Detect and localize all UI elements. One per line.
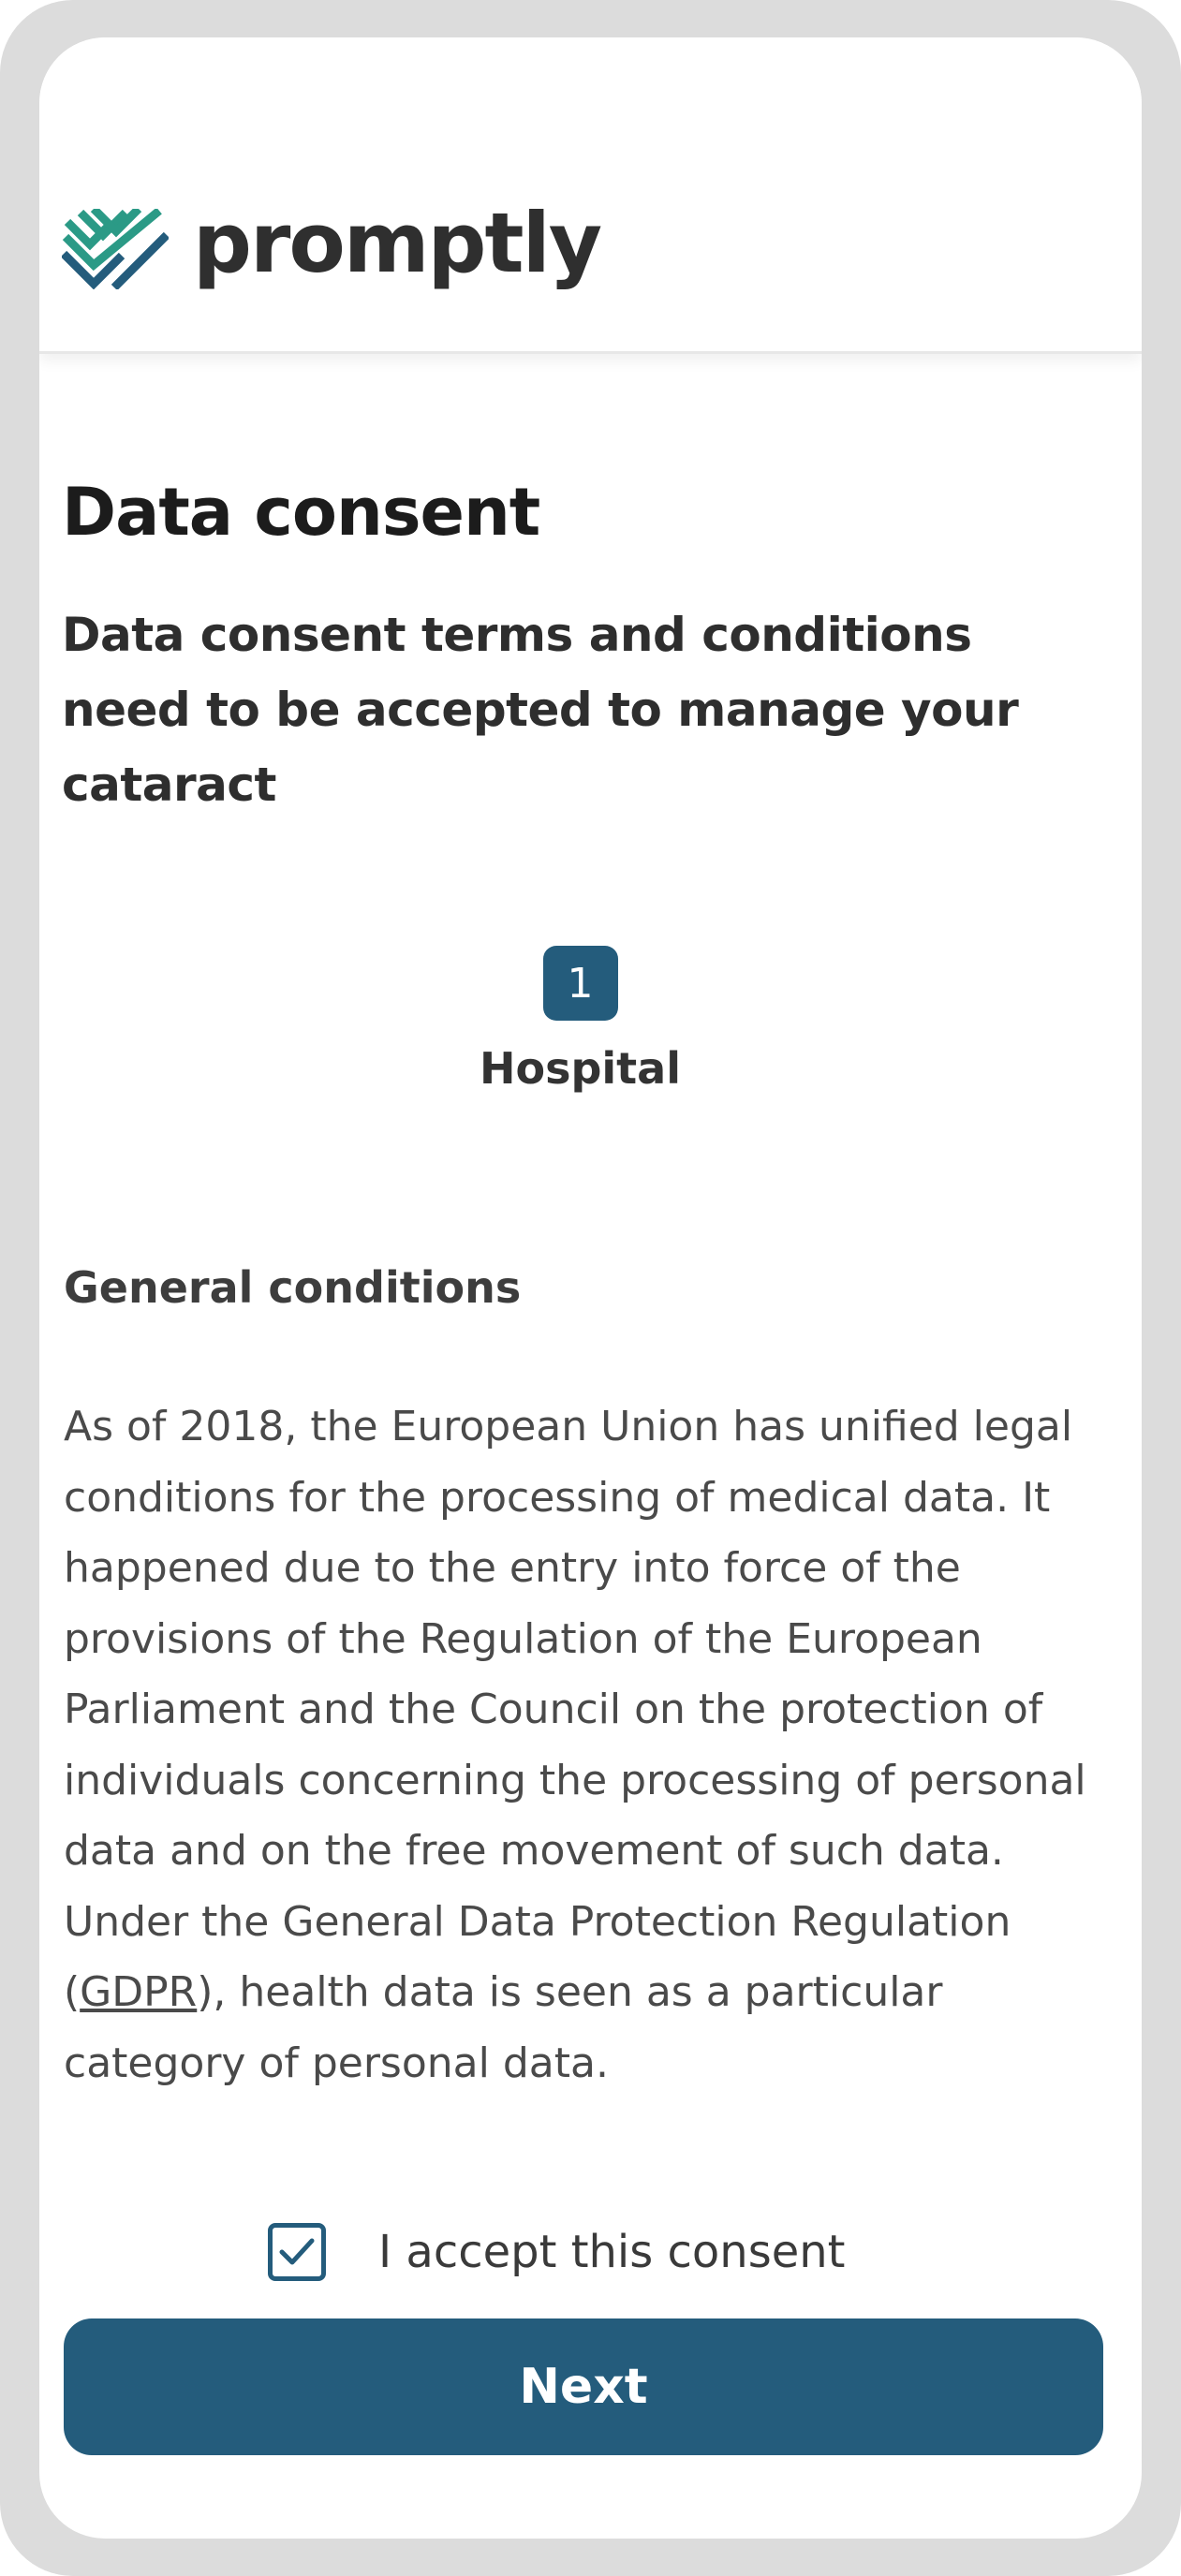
page-subtitle: Data consent terms and conditions need to be accepted to manage your cataract — [62, 608, 1019, 812]
checkmark-icon — [278, 2236, 316, 2268]
page-title: Data consent — [62, 474, 540, 551]
step-number-badge: 1 — [543, 946, 618, 1021]
app-header — [39, 37, 1142, 354]
brand-logo[interactable] — [62, 195, 601, 291]
consent-paragraph: As of 2018, the European Union has unified legal conditions for the processing of medical data. It happened due to the entry into force of the provisions of the Regulation of the European Parliament and the Council on the protection of individuals concerning the processing of personal data and on the free movement of such data. — [64, 1403, 1086, 1875]
accept-consent-label: I accept this consent — [378, 2226, 846, 2278]
brand-name: promptly — [193, 195, 601, 291]
step-label: Hospital — [480, 1043, 681, 1094]
accept-consent-checkbox[interactable] — [268, 2223, 326, 2281]
section-heading: General conditions — [64, 1262, 522, 1313]
consent-paragraph-text: ), health data is seen as a particular category of personal data. — [64, 1968, 943, 2087]
consent-paragraph — [64, 1887, 1105, 2099]
scroll-fade-overlay — [39, 2126, 1142, 2171]
accept-consent-row[interactable] — [268, 2223, 846, 2281]
gdpr-link[interactable]: GDPR — [80, 1968, 198, 2016]
consent-text-scroll-area[interactable] — [64, 1391, 1105, 2171]
app-screen — [39, 37, 1142, 2539]
consent-stepper — [39, 946, 1142, 1094]
consent-paragraph-text: Under the General Data Protection Regulation ( — [64, 1897, 1011, 2016]
chevron-stack-logo-icon — [62, 209, 169, 289]
next-button[interactable]: Next — [64, 2318, 1103, 2455]
